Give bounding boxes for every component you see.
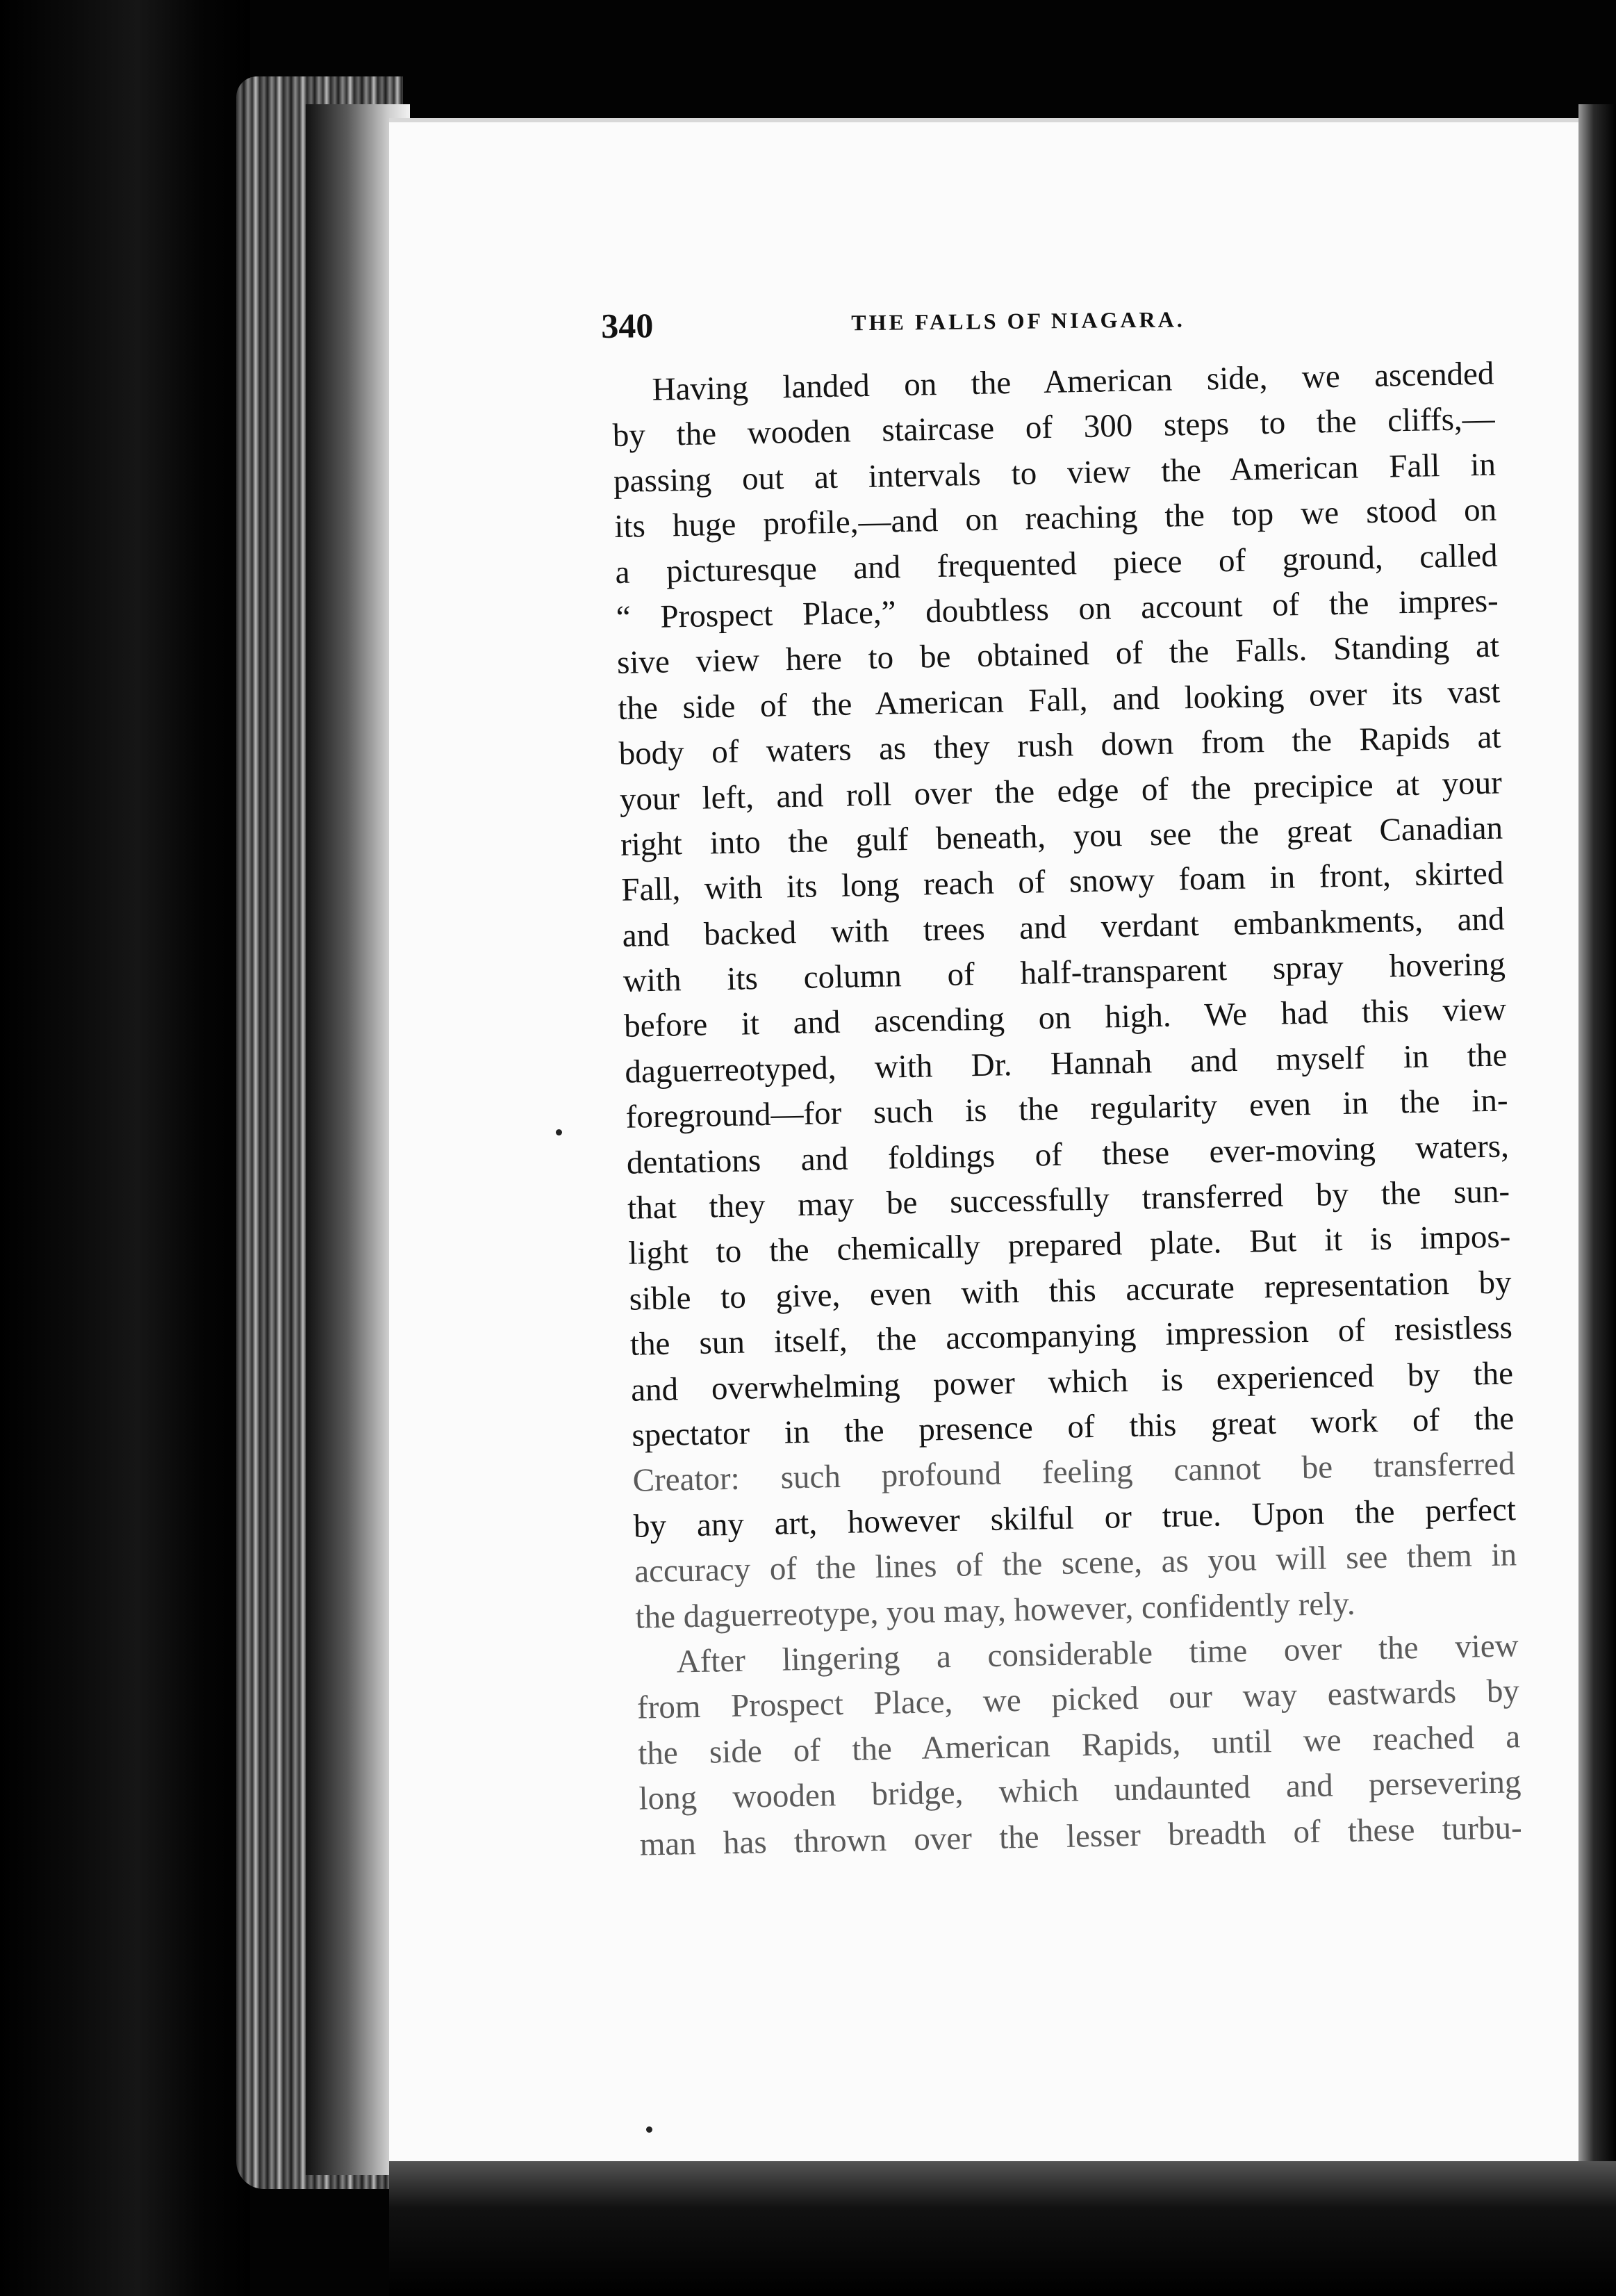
text-line: by any art, however skilful or true. Upon the perfect <box>633 1491 1517 1545</box>
text-line: accuracy of the lines of the scene, as you will see them in <box>634 1536 1517 1590</box>
text-line: daguerreotyped, with Dr. Hannah and myself in the <box>624 1037 1508 1090</box>
margin-speck <box>646 2126 652 2133</box>
text-line: its huge profile,—and on reaching the top we stood on <box>613 491 1497 546</box>
text-line: with its column of half-transparent spray hovering <box>623 946 1506 999</box>
text-line: a picturesque and frequented piece of ground, called <box>615 537 1498 591</box>
text-line: spectator in the presence of this great work of the <box>631 1400 1515 1454</box>
page-header <box>601 296 1505 361</box>
text-line: before it and ascending on high. We had this view <box>623 991 1507 1045</box>
text-line: Having landed on the American side, we ascended <box>652 355 1494 408</box>
running-head: THE FALLS OF NIAGARA. <box>851 306 1185 336</box>
text-line: “ Prospect Place,” doubtless on account of the impres- <box>616 582 1499 636</box>
page-number: 340 <box>601 306 654 345</box>
text-line: the daguerreotype, you may, however, confidently rely. <box>635 1585 1355 1636</box>
text-line: Creator: such profound feeling cannot be transferred <box>632 1445 1516 1500</box>
text-line: the side of the American Fall, and looking over its vast <box>617 673 1501 727</box>
bottom-edge-shadow <box>389 2161 1616 2296</box>
text-line: passing out at intervals to view the American Fall in <box>613 446 1497 500</box>
text-line: Fall, with its long reach of snowy foam in front, skirted <box>620 855 1504 909</box>
right-edge-shadow <box>1578 104 1616 2203</box>
text-line: that they may be successfully transferred by the sun- <box>627 1173 1510 1227</box>
text-line: light to the chemically prepared plate. But it is impos- <box>627 1218 1511 1272</box>
book-binding <box>0 0 250 2296</box>
text-line: from Prospect Place, we picked our way eastwards by <box>636 1673 1520 1726</box>
text-line: the sun itself, the accompanying impression of resistless <box>629 1309 1513 1363</box>
text-line: by the wooden staircase of 300 steps to the cliffs,— <box>612 400 1496 454</box>
text-line: right into the gulf beneath, you see the great Canadian <box>620 810 1503 863</box>
text-line: After lingering a considerable time over the view <box>676 1627 1519 1680</box>
text-line: body of waters as they rush down from the Rapids at <box>618 719 1501 773</box>
text-line: your left, and roll over the edge of the precipice at your <box>619 764 1503 818</box>
text-line: sible to give, even with this accurate representation by <box>629 1264 1512 1318</box>
text-line: foreground—for such is the regularity even in the in- <box>625 1082 1508 1136</box>
text-line: man has thrown over the lesser breadth of these turbu- <box>639 1809 1523 1863</box>
text-line: the side of the American Rapids, until we reached a <box>637 1718 1521 1772</box>
text-line: long wooden bridge, which undaunted and persevering <box>638 1764 1522 1817</box>
body-text <box>611 352 1522 1868</box>
text-line: and backed with trees and verdant embankments, and <box>622 901 1505 954</box>
margin-speck <box>556 1129 562 1135</box>
text-line: sive view here to be obtained of the Falls. Standing at <box>616 628 1500 682</box>
text-line: and overwhelming power which is experienced by the <box>630 1354 1514 1409</box>
text-line: dentations and foldings of these ever-moving waters, <box>626 1128 1510 1181</box>
